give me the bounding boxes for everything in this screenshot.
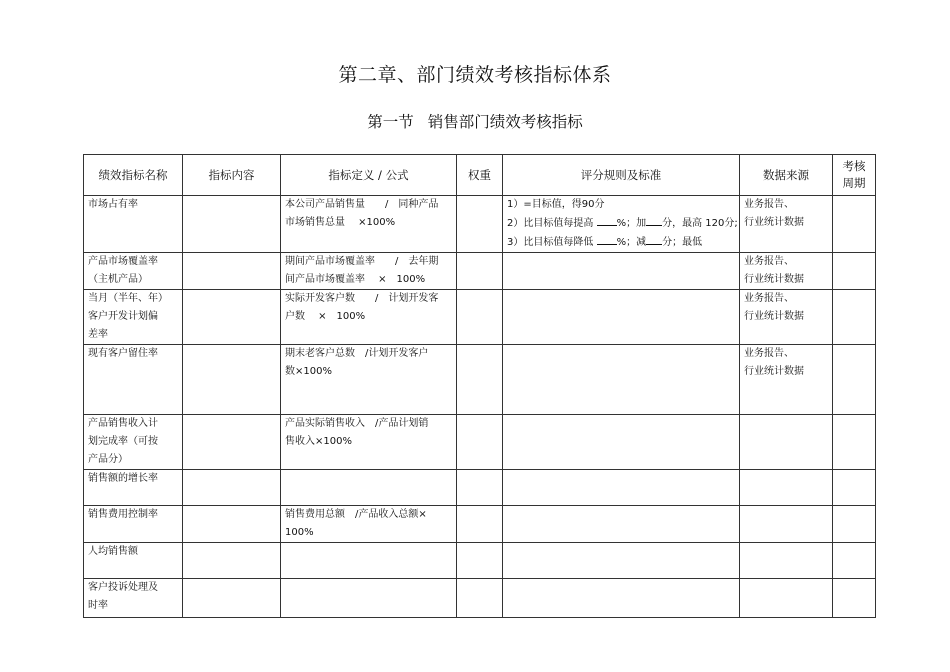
header-row [84,155,876,196]
source-line: 行业统计数据 [744,366,804,377]
weight-cell [457,579,503,618]
fill-blank [646,233,662,245]
definition-line: 数×100% [285,366,332,377]
definition-line: 间产品市场覆盖率 × 100% [285,274,426,285]
definition-cell [281,579,457,618]
data-source-cell [740,579,833,618]
definition-line: 产品实际销售收入 /产品计划销 [285,418,429,429]
data-source-cell [740,543,833,579]
indicator-name-cell [84,543,183,579]
weight-cell [457,470,503,506]
indicator-name-line: 产品分） [88,454,128,465]
indicator-content-cell [183,543,281,579]
period-cell [833,506,876,543]
data-source-cell [740,196,833,253]
weight-cell [457,543,503,579]
definition-line: 实际开发客户数 / 计划开发客 [285,293,439,304]
source-line: 行业统计数据 [744,217,804,228]
indicator-name-cell [84,415,183,470]
data-source-cell [740,506,833,543]
definition-line: 100% [285,527,314,538]
indicator-name-line: 客户开发计划偏 [88,311,158,322]
period-line-2: 周期 [842,176,866,190]
definition-cell [281,290,457,345]
indicator-content-cell [183,470,281,506]
rule-line-1: 1）=目标值，得90分 [507,199,605,210]
weight-cell [457,290,503,345]
col-header-name: 绩效指标名称 [84,155,183,196]
definition-line: 售收入×100% [285,436,352,447]
rule-text: 分，最高 120分; [662,218,738,229]
definition-cell [281,543,457,579]
data-source-cell [740,290,833,345]
definition-cell [281,196,457,253]
definition-cell [281,415,457,470]
indicator-name-cell [84,290,183,345]
indicator-content-cell [183,579,281,618]
indicator-content-cell [183,415,281,470]
indicator-name-line: 人均销售额 [88,546,138,557]
indicator-content-cell [183,345,281,415]
fill-blank [597,233,617,245]
col-header-source: 数据来源 [740,155,833,196]
fill-blank [646,214,662,226]
indicator-name-line: 时率 [88,600,108,611]
scoring-rules-cell [503,543,740,579]
table-row [84,579,876,618]
table-row [84,415,876,470]
weight-cell [457,415,503,470]
indicator-name-line: 产品市场覆盖率 [88,256,158,267]
indicator-name-cell [84,506,183,543]
indicator-name-line: 销售额的增长率 [88,473,158,484]
definition-line: 期末老客户总数 /计划开发客户 [285,348,429,359]
table-row [84,470,876,506]
table-row [84,543,876,579]
indicator-name-line: 销售费用控制率 [88,509,158,520]
source-line: 行业统计数据 [744,311,804,322]
indicator-name-line: 差率 [88,329,108,340]
scoring-rules-cell [503,253,740,290]
data-source-cell [740,415,833,470]
rule-text: 3）比目标值每降低 [507,237,594,248]
period-cell [833,345,876,415]
data-source-cell [740,253,833,290]
source-line: 业务报告、 [744,199,794,210]
table-row [84,253,876,290]
rule-text: 分；最低 [662,237,703,248]
scoring-rules-cell [503,415,740,470]
indicator-name-line: 客户投诉处理及 [88,582,158,593]
col-header-weight: 权重 [457,155,503,196]
col-header-rules: 评分规则及标准 [503,155,740,196]
indicator-name-cell [84,470,183,506]
scoring-rules-cell [503,470,740,506]
rule-text: %；加 [616,218,647,229]
definition-line: 户数 × 100% [285,311,366,322]
source-line: 行业统计数据 [744,274,804,285]
definition-cell [281,470,457,506]
weight-cell [457,196,503,253]
scoring-rules-cell [503,196,740,253]
definition-line: 期间产品市场覆盖率 / 去年期 [285,256,439,267]
weight-cell [457,506,503,543]
definition-cell [281,506,457,543]
period-cell [833,470,876,506]
period-cell [833,415,876,470]
period-cell [833,290,876,345]
section-number: 第一节 [367,113,414,131]
scoring-rules-cell [503,506,740,543]
chapter-title: 第二章、部门绩效考核指标体系 [338,64,612,86]
data-source-cell [740,345,833,415]
indicator-name-line: 现有客户留住率 [88,348,158,359]
period-cell [833,543,876,579]
indicator-content-cell [183,196,281,253]
section-title [0,110,950,132]
kpi-table [83,154,876,618]
section-name: 销售部门绩效考核指标 [427,113,583,131]
definition-cell [281,253,457,290]
indicator-name-cell [84,196,183,253]
rule-text: 2）比目标值每提高 [507,218,594,229]
rule-line-3 [507,233,735,252]
weight-cell [457,345,503,415]
col-header-definition: 指标定义 / 公式 [281,155,457,196]
table-row [84,196,876,253]
indicator-name-line: 当月（半年、年） [88,293,168,304]
indicator-name-line: （主机产品） [88,274,148,285]
scoring-rules-cell [503,345,740,415]
definition-line: 本公司产品销售量 / 同种产品 [285,199,439,210]
period-cell [833,196,876,253]
rule-line-2 [507,214,738,233]
period-line-1: 考核 [842,159,866,173]
indicator-name-line: 市场占有率 [88,199,138,210]
weight-cell [457,253,503,290]
col-header-content: 指标内容 [183,155,281,196]
indicator-name-cell [84,253,183,290]
definition-line: 市场销售总量 ×100% [285,217,396,228]
table-row [84,506,876,543]
indicator-content-cell [183,253,281,290]
table-row [84,290,876,345]
rule-text: %；减 [616,237,647,248]
definition-line: 销售费用总额 /产品收入总额× [285,509,427,520]
period-cell [833,579,876,618]
col-header-period [833,155,876,196]
source-line: 业务报告、 [744,256,794,267]
indicator-name-cell [84,579,183,618]
indicator-name-cell [84,345,183,415]
definition-cell [281,345,457,415]
scoring-rules-cell [503,290,740,345]
period-cell [833,253,876,290]
source-line: 业务报告、 [744,348,794,359]
indicator-name-line: 划完成率（可按 [88,436,158,447]
scoring-rules-cell [503,579,740,618]
data-source-cell [740,470,833,506]
table-row [84,345,876,415]
indicator-content-cell [183,506,281,543]
indicator-content-cell [183,290,281,345]
indicator-name-line: 产品销售收入计 [88,418,158,429]
fill-blank [597,214,617,226]
source-line: 业务报告、 [744,293,794,304]
